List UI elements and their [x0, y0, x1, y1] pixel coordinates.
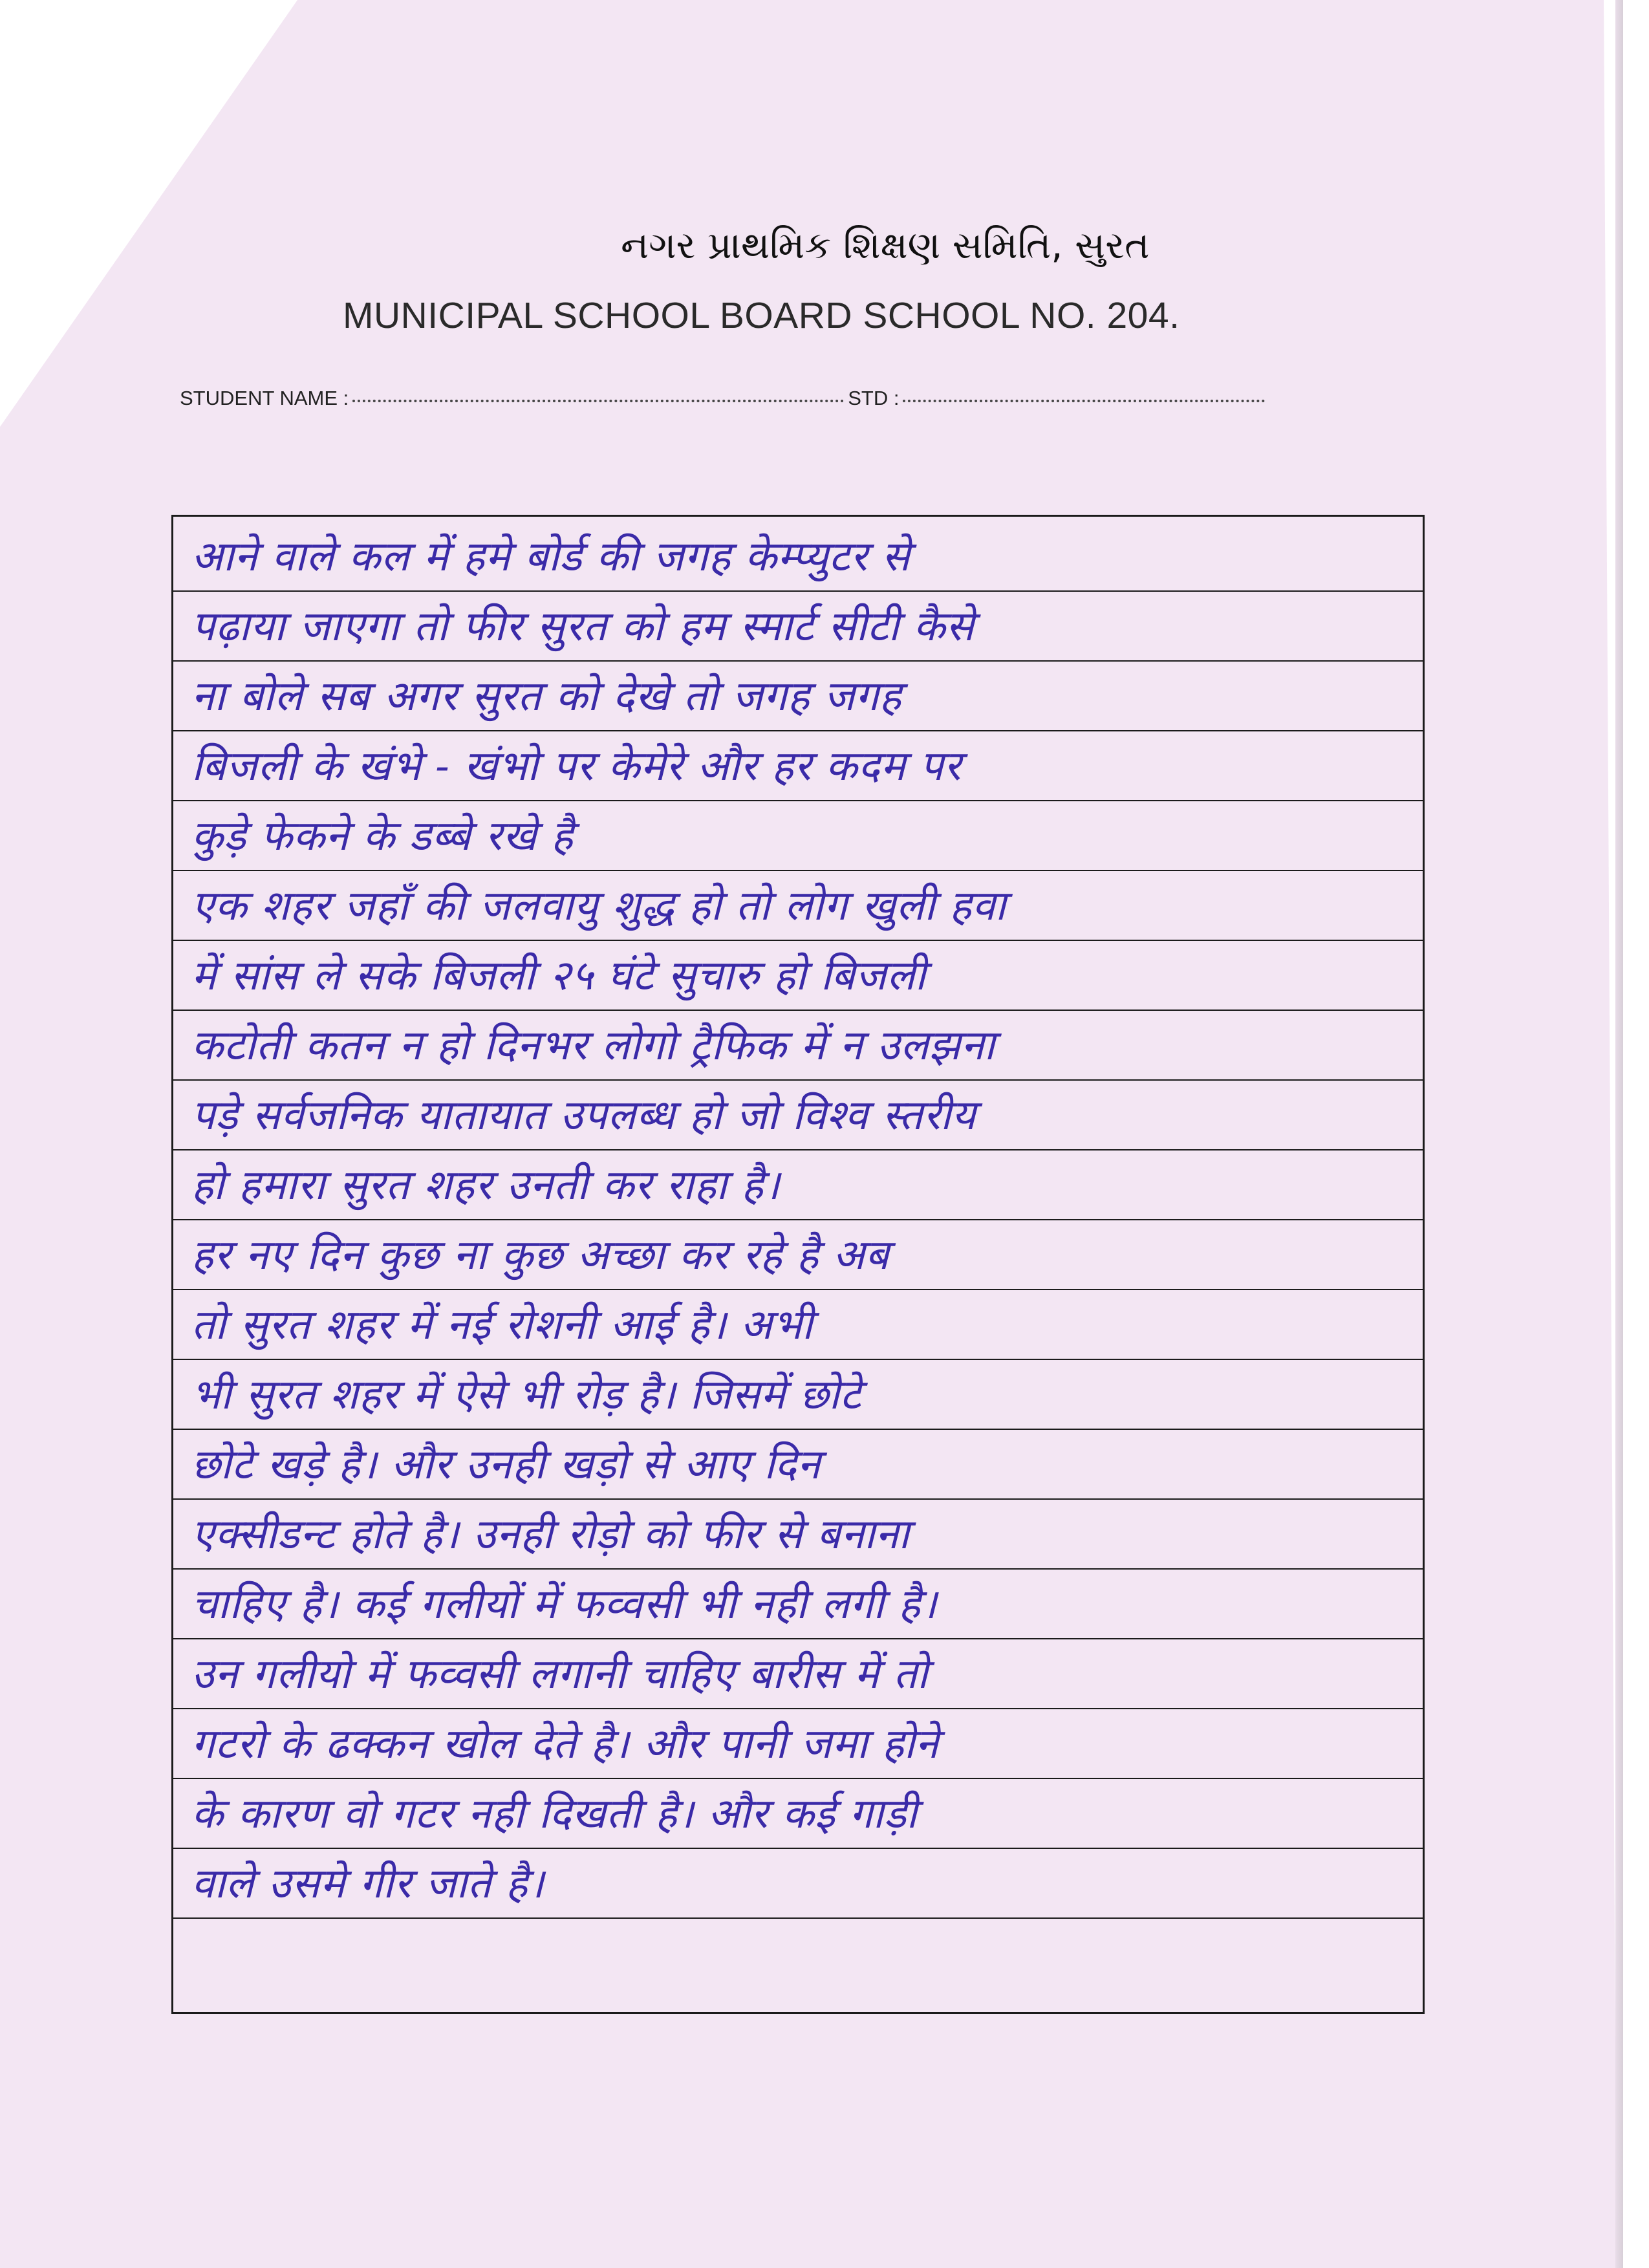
handwritten-line: आने वाले कल में हमे बोर्ड की जगह केम्प्युटर से — [191, 533, 911, 581]
ruled-line — [173, 590, 1423, 592]
ruled-line — [173, 730, 1423, 731]
handwritten-line: में सांस ले सके बिजली २५ घंटे सुचारु हो बिजली — [191, 952, 927, 1000]
ruled-writing-box — [171, 515, 1425, 2014]
handwritten-line: कुड़े फेकने के डब्बे रखे है — [191, 812, 574, 860]
page-edge-shadow — [1615, 0, 1623, 2268]
ruled-line — [173, 1638, 1423, 1639]
handwritten-line: गटरो के ढक्कन खोल देते है। और पानी जमा होने — [191, 1720, 939, 1768]
ruled-line — [173, 1848, 1423, 1849]
ruled-line — [173, 660, 1423, 662]
ruled-line — [173, 1917, 1423, 1919]
handwritten-line: एक शहर जहाँ की जलवायु शुद्ध हो तो लोग खुली हवा — [191, 882, 1007, 930]
ruled-line — [173, 800, 1423, 801]
ruled-line — [173, 870, 1423, 871]
ruled-line — [173, 1568, 1423, 1570]
handwritten-line: उन गलीयो में फव्वसी लगानी चाहिए बारीस में तो — [191, 1650, 929, 1698]
student-name-label: STUDENT NAME : — [180, 387, 349, 409]
handwritten-line: हर नए दिन कुछ ना कुछ अच्छा कर रहे है अब — [191, 1231, 890, 1279]
ruled-line — [173, 1289, 1423, 1290]
school-title: MUNICIPAL SCHOOL BOARD SCHOOL NO. 204. — [343, 295, 1180, 336]
handwritten-line: भी सुरत शहर में ऐसे भी रोड़ है। जिसमें छोटे — [191, 1371, 862, 1419]
ruled-line — [173, 1010, 1423, 1011]
ruled-line — [173, 1498, 1423, 1500]
handwritten-line: पड़े सर्वजनिक यातायात उपलब्ध हो जो विश्व स्तरीय — [191, 1092, 976, 1139]
handwritten-line: तो सुरत शहर में नई रोशनी आई है। अभी — [191, 1301, 814, 1349]
handwritten-line: वाले उसमे गीर जाते है। — [191, 1860, 545, 1908]
handwritten-line: के कारण वो गटर नही दिखती है। और कई गाड़ी — [191, 1790, 918, 1838]
ruled-line — [173, 1778, 1423, 1779]
ruled-line — [173, 1079, 1423, 1081]
handwritten-line: बिजली के खंभे - खंभो पर केमेरे और हर कदम पर — [191, 742, 962, 790]
ruled-line — [173, 1429, 1423, 1430]
handwritten-line: कटोती कतन न हो दिनभर लोगो ट्रैफिक में न उलझना — [191, 1022, 996, 1070]
ruled-line — [173, 1708, 1423, 1709]
handwritten-line: पढ़ाया जाएगा तो फीर सुरत को हम स्मार्ट सीटी कैसे — [191, 603, 975, 651]
ruled-line — [173, 940, 1423, 941]
handwritten-line: एक्सीडन्ट होते है। उनही रोड़ो को फीर से बनाना — [191, 1511, 910, 1559]
handwritten-line: चाहिए है। कई गलीयों में फव्वसी भी नही लगी है। — [191, 1581, 938, 1628]
student-name-field — [352, 400, 844, 402]
handwritten-line: हो हमारा सुरत शहर उनती कर राहा है। — [191, 1161, 781, 1209]
std-field — [903, 400, 1265, 402]
student-info-row — [180, 387, 1305, 410]
ruled-line — [173, 1359, 1423, 1360]
handwritten-line: ना बोले सब अगर सुरत को देखे तो जगह जगह — [191, 673, 902, 720]
gujarati-title: નગર પ્રાથમિક શિક્ષણ સમિતિ, સુરત — [621, 223, 1150, 267]
std-label: STD : — [848, 387, 900, 409]
handwritten-line: छोटे खड़े है। और उनही खड़ो से आए दिन — [191, 1441, 821, 1489]
ruled-line — [173, 1149, 1423, 1150]
ruled-line — [173, 1219, 1423, 1220]
